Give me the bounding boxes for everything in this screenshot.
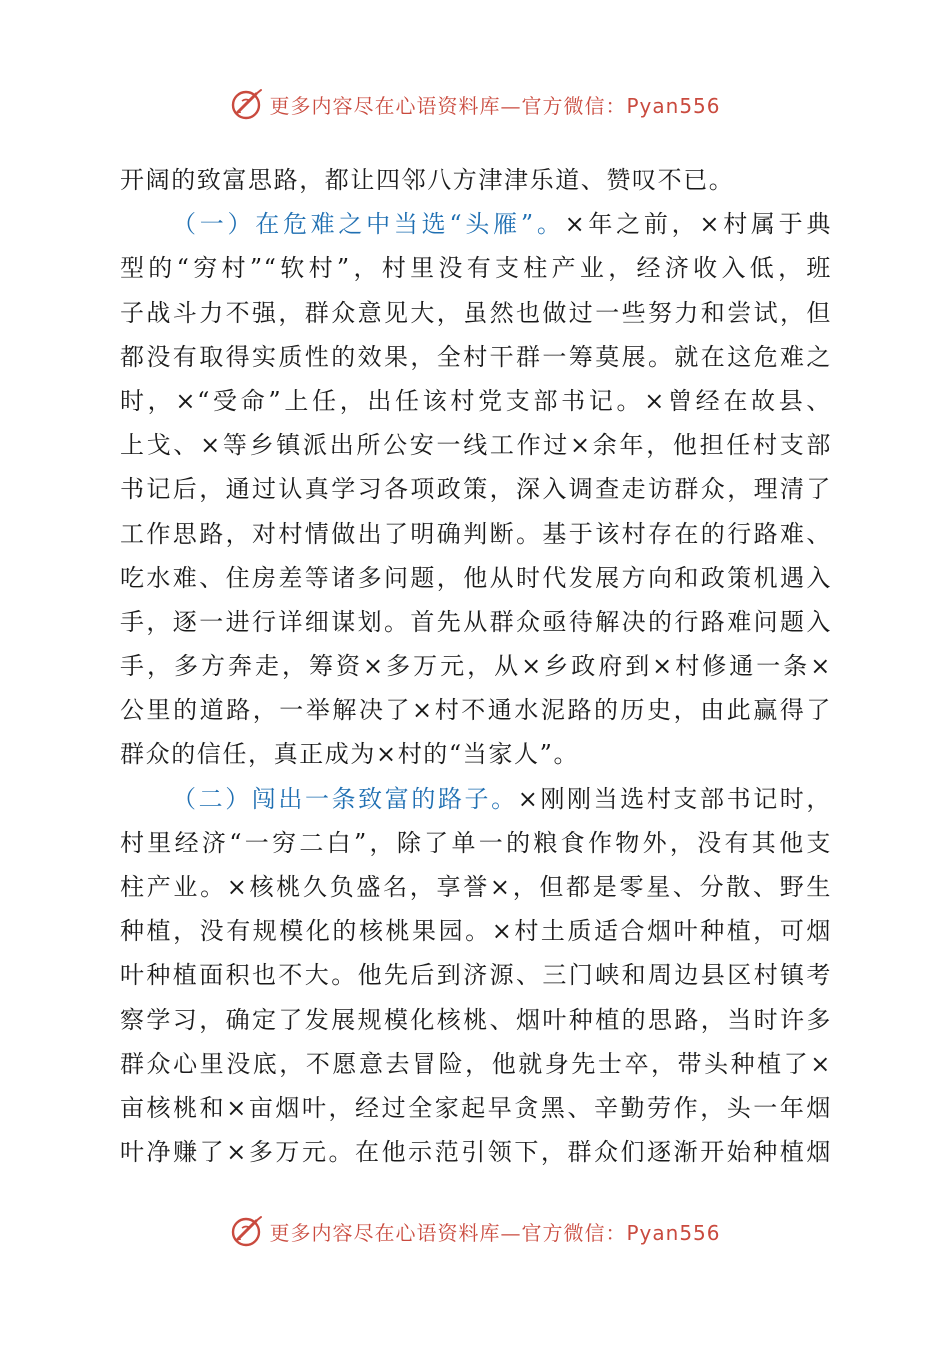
watermark-text: 更多内容尽在心语资料库—官方微信：Pyan556 [269, 1220, 721, 1245]
section-heading: （一）在危难之中当选“头雁”。 [172, 210, 565, 239]
paragraph-line: 时，×“受命”上任，出任该村党支部书记。×曾经在故县、 [120, 386, 832, 415]
paragraph-line: 亩核桃和×亩烟叶，经过全家起早贪黑、辛勤劳作，头一年烟 [120, 1093, 832, 1122]
watermark-text: 更多内容尽在心语资料库—官方微信：Pyan556 [269, 93, 721, 118]
paragraph-line: 察学习，确定了发展规模化核桃、烟叶种植的思路，当时许多 [120, 1005, 832, 1034]
paragraph-line: 村里经济“一穷二白”，除了单一的粮食作物外，没有其他支 [120, 828, 832, 857]
paragraph-line: 叶种植面积也不大。他先后到济源、三门峡和周边县区村镇考 [120, 961, 832, 990]
paragraph-line: 上戈、×等乡镇派出所公安一线工作过×余年，他担任村支部 [120, 431, 832, 460]
paragraph-line: 手，逐一进行详细谋划。首先从群众亟待解决的行路难问题入 [120, 607, 832, 636]
paragraph-line: 型的“穷村”“软村”，村里没有支柱产业，经济收入低，班 [120, 254, 832, 283]
paragraph-line: 子战斗力不强，群众意见大，虽然也做过一些努力和尝试，但 [120, 298, 832, 327]
paragraph-line: 群众心里没底，不愿意去冒险，他就身先士卒，带头种植了× [120, 1049, 832, 1078]
paragraph-line: 书记后，通过认真学习各项政策，深入调查走访群众，理清了 [120, 475, 832, 504]
section-heading-line: （一）在危难之中当选“头雁”。×年之前，×村属于典 [172, 210, 832, 239]
paragraph-line: 吃水难、住房差等诸多问题，他从时代发展方向和政策机遇入 [120, 563, 832, 592]
paragraph-line: 工作思路，对村情做出了明确判断。基于该村存在的行路难、 [120, 519, 832, 548]
pen-seal-icon [229, 1213, 265, 1249]
section-heading: （二）闯出一条致富的路子。 [172, 784, 518, 813]
pen-seal-icon [229, 86, 265, 122]
paragraph-line: 群众的信任，真正成为×村的“当家人”。 [120, 740, 580, 769]
paragraph-line: 种植，没有规模化的核桃果园。×村土质适合烟叶种植，可烟 [120, 917, 832, 946]
paragraph-line: 公里的道路，一举解决了×村不通水泥路的历史，由此赢得了 [120, 696, 832, 725]
paragraph-line: 叶净赚了×多万元。在他示范引领下，群众们逐渐开始种植烟 [120, 1138, 832, 1167]
paragraph-line: 开阔的致富思路，都让四邻八方津津乐道、赞叹不已。 [120, 166, 735, 194]
paragraph-line: 手，多方奔走，筹资×多万元，从×乡政府到×村修通一条× [120, 652, 832, 681]
section-heading-line: （二）闯出一条致富的路子。×刚刚当选村支部书记时， [172, 784, 832, 813]
paragraph-line: 柱产业。×核桃久负盛名，享誉×，但都是零星、分散、野生 [120, 873, 832, 901]
paragraph-line: 都没有取得实质性的效果，全村干群一筹莫展。就在这危难之 [120, 342, 832, 371]
footer-watermark [0, 1211, 950, 1251]
document-body [120, 158, 832, 1174]
header-watermark [0, 84, 950, 124]
